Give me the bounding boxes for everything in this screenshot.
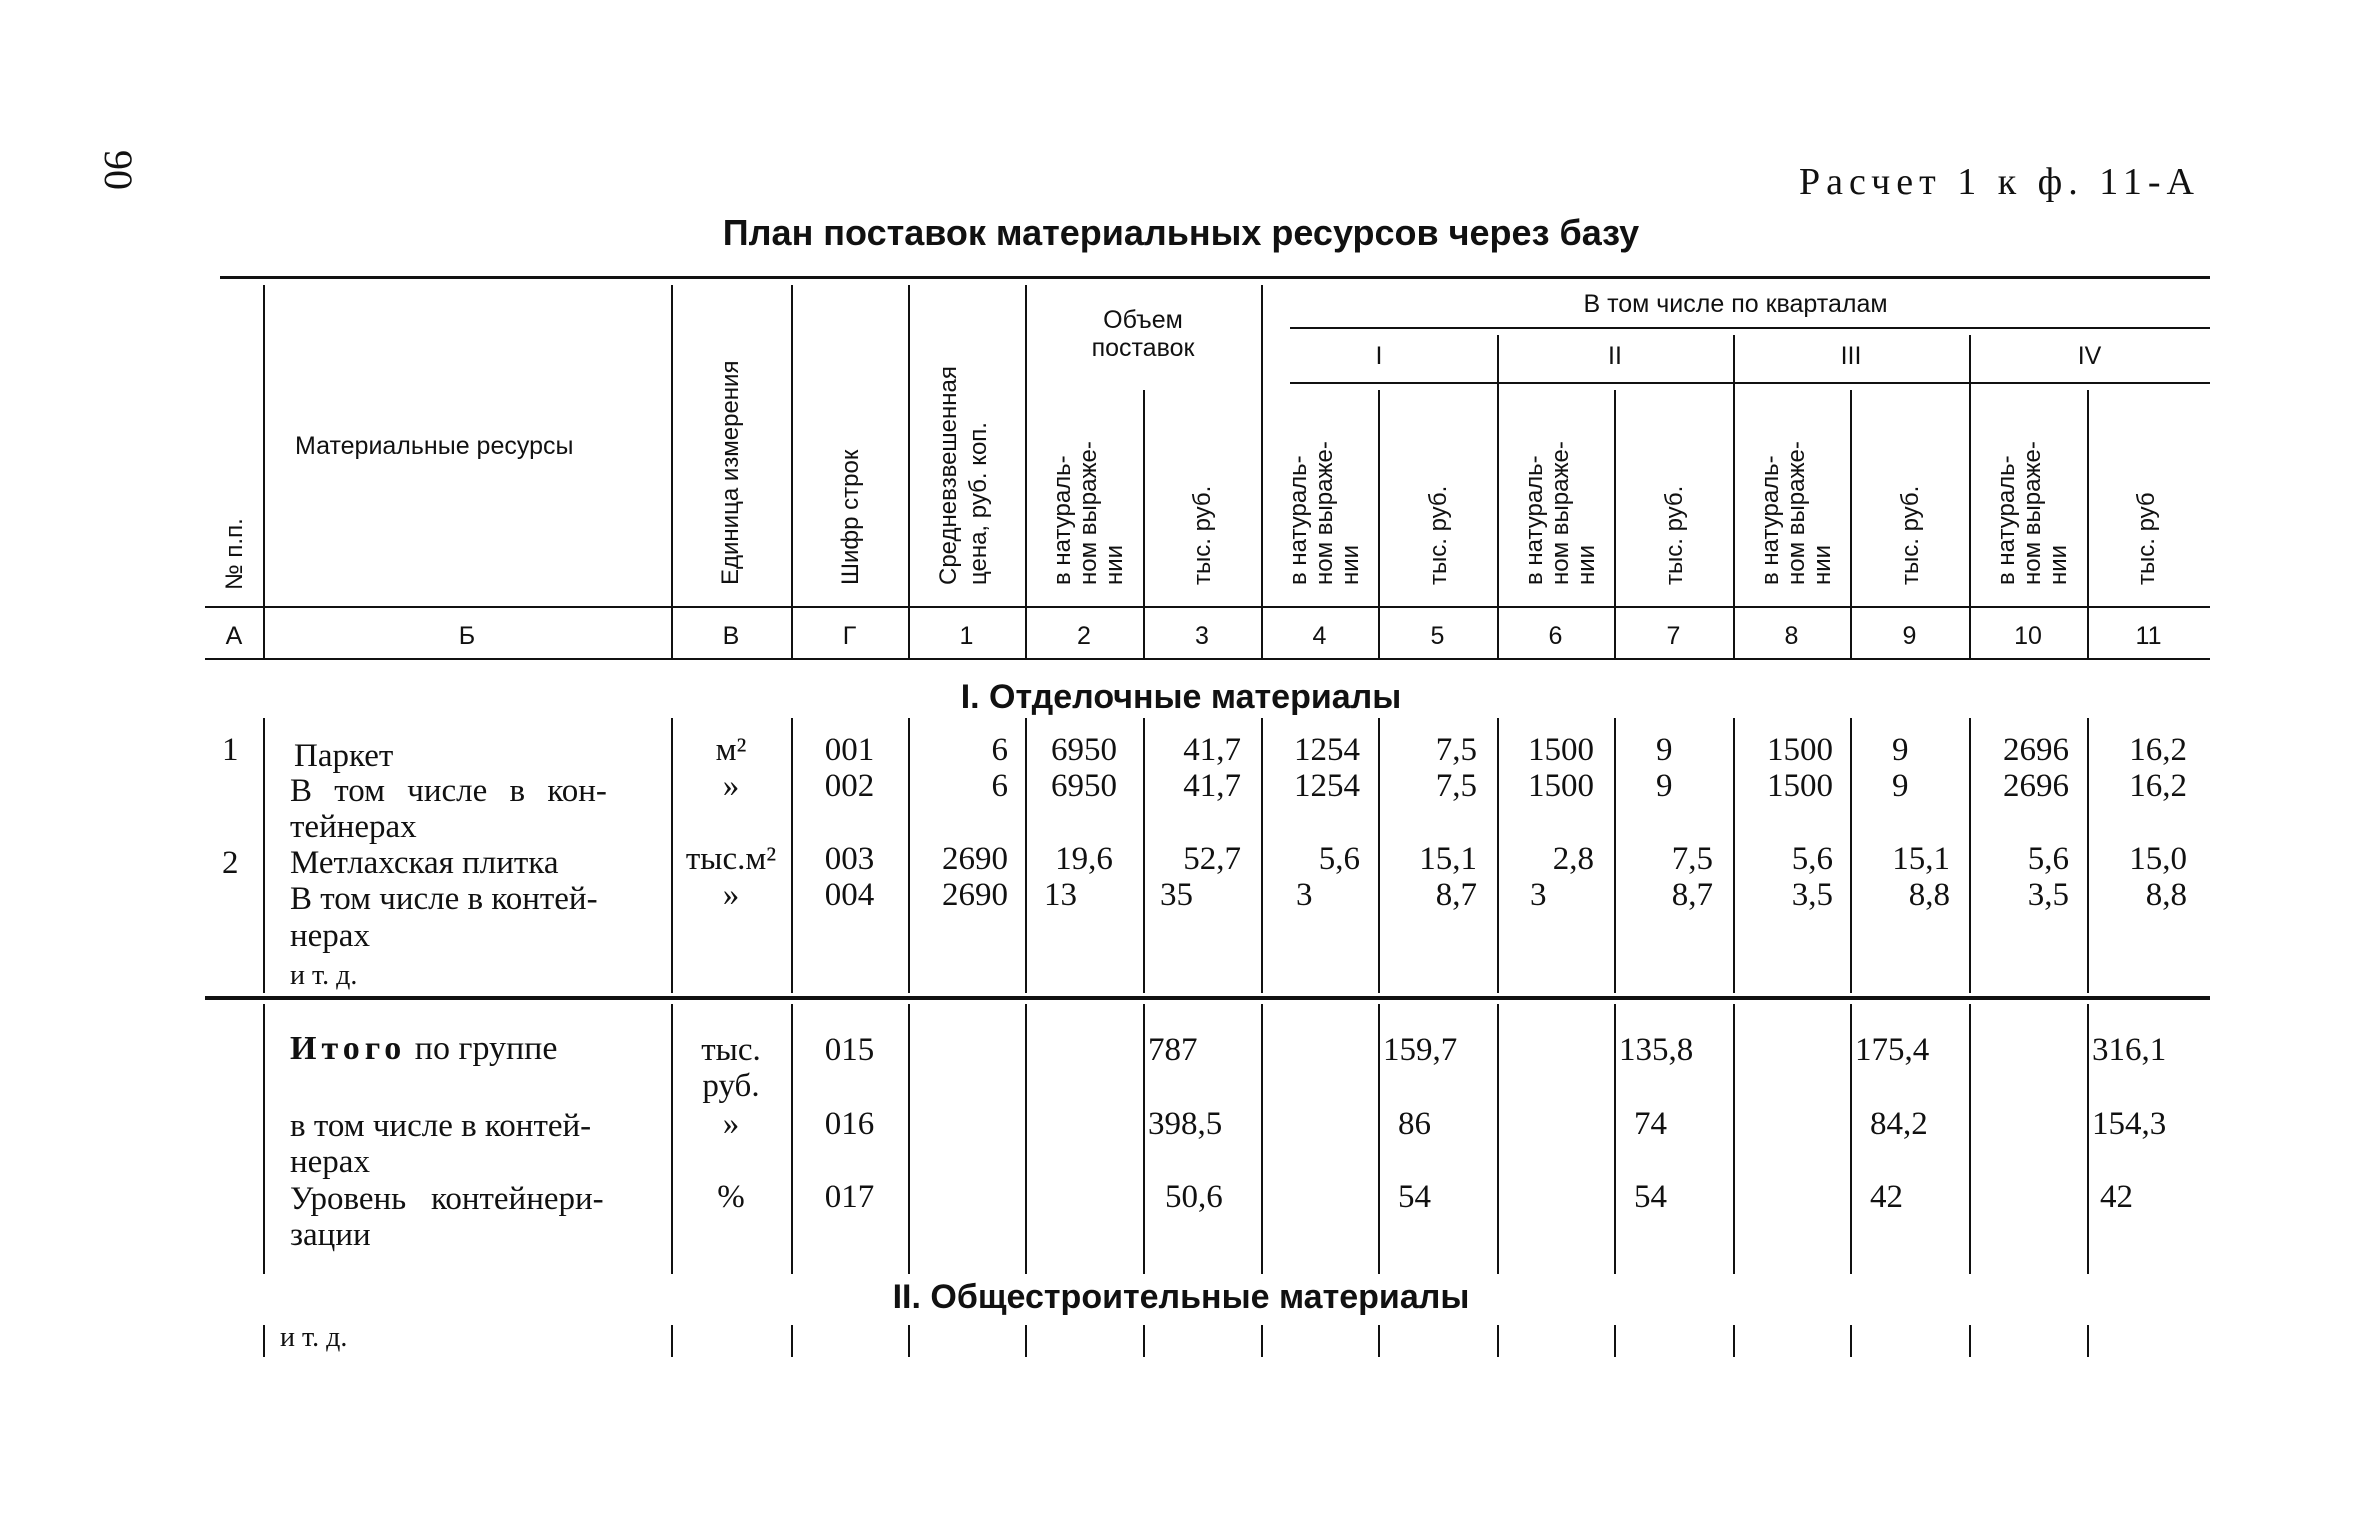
row-price: 2690 xyxy=(942,877,1008,913)
row-name-cont: тейнерах xyxy=(290,809,417,845)
col-code: 10 xyxy=(2014,622,2042,650)
header-nat-line1: в натураль- xyxy=(1049,455,1076,585)
total-volume-rub: 50,6 xyxy=(1165,1179,1223,1215)
calc-label: Расчет 1 к ф. 11-А xyxy=(1799,161,2200,203)
row-q4-nat: 3,5 xyxy=(2027,877,2069,913)
header-nat-line2: ном выраже- xyxy=(1311,441,1338,585)
row-q2-nat: 1500 xyxy=(1528,768,1594,804)
header-rub: тыс. руб. xyxy=(1661,485,1688,585)
total-q3-rub: 175,4 xyxy=(1855,1032,1930,1068)
total-q4-rub: 316,1 xyxy=(2092,1032,2167,1068)
header-q4: IV xyxy=(2077,342,2102,370)
header-nat-line3: нии xyxy=(1337,544,1364,585)
row-unit: м² xyxy=(715,732,747,768)
total-name: Уровень контейнери- xyxy=(290,1181,604,1217)
header-unit: Единица измерения xyxy=(717,360,744,585)
row-q2-rub: 7,5 xyxy=(1671,841,1713,877)
row-q3-rub: 8,8 xyxy=(1908,877,1950,913)
header-price-line1: Средневзвешенная xyxy=(935,366,962,585)
total-name-cont: зации xyxy=(290,1217,371,1253)
header-code: Шифр строк xyxy=(837,449,864,585)
total-unit: » xyxy=(722,1106,740,1142)
row-q3-rub: 15,1 xyxy=(1892,841,1950,877)
row-q1-nat: 1254 xyxy=(1294,732,1360,768)
row-q3-nat: 5,6 xyxy=(1791,841,1833,877)
col-code: 9 xyxy=(1902,622,1917,650)
header-nat-line1: в натураль- xyxy=(1285,455,1312,585)
header-nat-line1: в натураль- xyxy=(1757,455,1784,585)
total-volume-rub: 398,5 xyxy=(1148,1106,1223,1142)
row-number: 1 xyxy=(222,732,239,768)
row-q4-rub: 15,0 xyxy=(2129,841,2187,877)
row-q4-nat: 2696 xyxy=(2003,768,2069,804)
total-name: в том числе в контей- xyxy=(290,1108,592,1144)
row-q2-nat: 2,8 xyxy=(1552,841,1594,877)
row-q1-nat: 3 xyxy=(1296,877,1313,913)
row-q2-rub: 9 xyxy=(1656,768,1673,804)
header-price-line2: цена, руб. коп. xyxy=(965,422,992,585)
row-q1-rub: 7,5 xyxy=(1435,768,1477,804)
header-q2: II xyxy=(1608,342,1622,370)
row-unit: » xyxy=(722,768,740,804)
row-q4-rub: 16,2 xyxy=(2129,768,2187,804)
header-rub: тыс. руб. xyxy=(1425,485,1452,585)
row-unit: » xyxy=(722,877,740,913)
etc-note: и т. д. xyxy=(290,960,358,991)
header-nat-line3: нии xyxy=(1573,544,1600,585)
header-resource: Материальные ресурсы xyxy=(295,432,574,460)
totals-separator-rule xyxy=(205,996,2210,1000)
header-nat-line2: ном выраже- xyxy=(2019,441,2046,585)
page-number: 90 xyxy=(96,150,141,190)
header-rub: тыс. руб. xyxy=(1189,485,1216,585)
col-code: 1 xyxy=(959,622,974,650)
total-name-cont: нерах xyxy=(290,1144,370,1180)
row-price: 2690 xyxy=(942,841,1008,877)
header-nat-line2: ном выраже- xyxy=(1547,441,1574,585)
row-volume-nat: 6950 xyxy=(1051,768,1117,804)
total-code: 016 xyxy=(824,1106,875,1142)
header-nat-line1: в натураль- xyxy=(1993,455,2020,585)
page-title: План поставок материальных ресурсов через базу xyxy=(722,212,1640,253)
total-code: 017 xyxy=(824,1179,875,1215)
col-code: 8 xyxy=(1784,622,1799,650)
col-code: 2 xyxy=(1077,622,1091,650)
quarters-rule xyxy=(1290,327,2210,329)
header-volume-line1: Объем xyxy=(1103,306,1183,334)
row-q3-nat: 1500 xyxy=(1767,768,1833,804)
total-name-bold: Итого xyxy=(290,1030,407,1067)
total-q2-rub: 54 xyxy=(1634,1179,1667,1215)
row-q3-nat: 3,5 xyxy=(1791,877,1833,913)
row-volume-rub: 35 xyxy=(1160,877,1193,913)
header-nat-line1: в натураль- xyxy=(1521,455,1548,585)
header-q3: III xyxy=(1840,342,1862,370)
row-name: Метлахская плитка xyxy=(290,845,559,881)
col-code: 7 xyxy=(1666,622,1681,650)
header-nat-line2: ном выраже- xyxy=(1783,441,1810,585)
header-num: № п.п. xyxy=(221,518,248,590)
row-name: В том числе в кон- xyxy=(290,773,607,809)
row-q3-nat: 1500 xyxy=(1767,732,1833,768)
total-q2-rub: 135,8 xyxy=(1619,1032,1694,1068)
row-volume-rub: 41,7 xyxy=(1183,732,1241,768)
row-name: В том числе в контей- xyxy=(290,881,598,917)
row-price: 6 xyxy=(991,732,1008,768)
col-code: 6 xyxy=(1548,622,1563,650)
row-q1-rub: 7,5 xyxy=(1435,732,1477,768)
col-code: В xyxy=(722,622,740,650)
row-volume-nat: 6950 xyxy=(1051,732,1117,768)
row-q4-rub: 16,2 xyxy=(2129,732,2187,768)
col-code: 3 xyxy=(1195,622,1209,650)
col-code: 4 xyxy=(1312,622,1327,650)
row-volume-rub: 52,7 xyxy=(1183,841,1241,877)
col-code: 5 xyxy=(1430,622,1445,650)
row-q2-rub: 8,7 xyxy=(1671,877,1713,913)
col-code: 11 xyxy=(2135,622,2162,650)
total-q3-rub: 84,2 xyxy=(1870,1106,1928,1142)
row-name-cont: нерах xyxy=(290,918,370,954)
total-q4-rub: 42 xyxy=(2100,1179,2133,1215)
header-rub: тыс. руб. xyxy=(1897,485,1924,585)
etc-note: и т. д. xyxy=(280,1322,348,1353)
row-q2-nat: 3 xyxy=(1530,877,1547,913)
col-code: А xyxy=(225,622,243,650)
total-volume-rub: 787 xyxy=(1148,1032,1198,1068)
row-q3-rub: 9 xyxy=(1892,768,1909,804)
row-q1-rub: 15,1 xyxy=(1419,841,1477,877)
total-unit-cont: руб. xyxy=(702,1068,760,1104)
row-q2-nat: 1500 xyxy=(1528,732,1594,768)
row-q2-rub: 9 xyxy=(1656,732,1673,768)
codes-bottom-rule xyxy=(205,658,2210,660)
row-q1-nat: 5,6 xyxy=(1318,841,1360,877)
header-nat-line3: нии xyxy=(1101,544,1128,585)
row-name: Паркет xyxy=(294,738,394,774)
total-unit: тыс. xyxy=(701,1032,761,1068)
header-nat-line3: нии xyxy=(1809,544,1836,585)
total-name-rest: по группе xyxy=(406,1030,558,1067)
row-volume-nat: 13 xyxy=(1044,877,1077,913)
header-quarters: В том числе по кварталам xyxy=(1583,290,1888,318)
total-code: 015 xyxy=(824,1032,875,1068)
row-code: 004 xyxy=(824,877,875,913)
row-code: 003 xyxy=(824,841,875,877)
total-q1-rub: 54 xyxy=(1398,1179,1431,1215)
row-q3-rub: 9 xyxy=(1892,732,1909,768)
table-top-rule xyxy=(220,276,2210,279)
col-code: Г xyxy=(842,622,857,650)
row-q1-rub: 8,7 xyxy=(1435,877,1477,913)
row-price: 6 xyxy=(991,768,1008,804)
row-q1-nat: 1254 xyxy=(1294,768,1360,804)
total-q1-rub: 86 xyxy=(1398,1106,1431,1142)
row-q4-rub: 8,8 xyxy=(2145,877,2187,913)
total-q4-rub: 154,3 xyxy=(2092,1106,2167,1142)
row-volume-nat: 19,6 xyxy=(1055,841,1113,877)
total-name xyxy=(290,1030,557,1068)
total-unit: % xyxy=(717,1179,745,1215)
row-q4-nat: 5,6 xyxy=(2027,841,2069,877)
header-q1: I xyxy=(1375,342,1383,370)
section-title: II. Общестроительные материалы xyxy=(892,1278,1470,1316)
row-code: 002 xyxy=(824,768,875,804)
total-q2-rub: 74 xyxy=(1634,1106,1667,1142)
header-volume-line2: поставок xyxy=(1091,334,1195,362)
row-code: 001 xyxy=(824,732,875,768)
total-q3-rub: 42 xyxy=(1870,1179,1903,1215)
section-title: I. Отделочные материалы xyxy=(960,678,1402,716)
header-bottom-rule xyxy=(205,606,2210,608)
row-number: 2 xyxy=(222,845,239,881)
row-unit: тыс.м² xyxy=(685,841,777,877)
quarter-labels-rule xyxy=(1290,382,2210,384)
row-volume-rub: 41,7 xyxy=(1183,768,1241,804)
header-nat-line3: нии xyxy=(2045,544,2072,585)
col-code: Б xyxy=(458,622,476,650)
header-nat-line2: ном выраже- xyxy=(1075,441,1102,585)
header-rub-q4: тыс. руб xyxy=(2133,492,2160,585)
row-q4-nat: 2696 xyxy=(2003,732,2069,768)
total-q1-rub: 159,7 xyxy=(1383,1032,1458,1068)
